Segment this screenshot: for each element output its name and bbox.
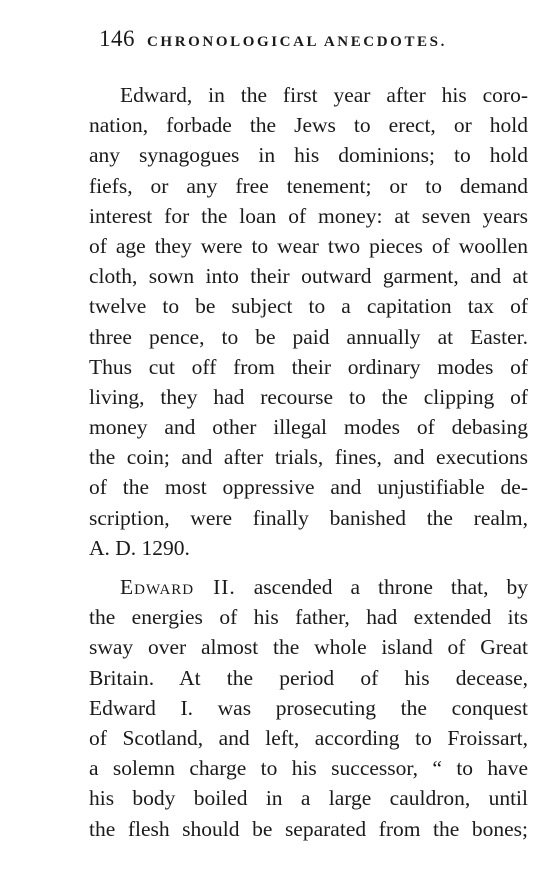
text-line: Edward, in the first year after his coro- xyxy=(120,83,528,107)
running-head-title: CHRONOLOGICAL ANECDOTES. xyxy=(147,34,447,50)
text-line: three pence, to be paid annually at Easter. xyxy=(89,324,528,349)
text-line: his body boiled in a large cauldron, until xyxy=(89,786,528,811)
text-line: of age they were to wear two pieces of woollen xyxy=(89,233,528,258)
paragraph xyxy=(89,80,528,563)
text-line: the flesh should be separated from the bones; xyxy=(89,816,528,841)
text-line: Thus cut off from their ordinary modes of xyxy=(89,354,528,379)
text-line: money and other illegal modes of debasing xyxy=(89,415,528,440)
text-line: sway over almost the whole island of Great xyxy=(89,635,528,660)
paragraph-gap xyxy=(89,563,528,572)
body-text xyxy=(89,80,528,844)
text-line xyxy=(89,572,528,602)
page-number: 146 xyxy=(99,26,135,51)
text-line: cloth, sown into their outward garment, and at xyxy=(89,264,528,289)
text-line: nation, forbade the Jews to erect, or hold xyxy=(89,113,528,138)
text-line: fiefs, or any free tenement; or to demand xyxy=(89,173,528,198)
text-line: any synagogues in his dominions; to hold xyxy=(89,143,528,168)
text-line: A. D. 1290. xyxy=(89,535,190,560)
text-line: twelve to be subject to a capitation tax of xyxy=(89,294,528,319)
paragraph xyxy=(89,572,528,844)
text-line: living, they had recourse to the clipping of xyxy=(89,384,528,409)
running-head xyxy=(99,26,539,56)
text-line: the coin; and after trials, fines, and executions xyxy=(89,445,528,470)
text-run: ascended a throne that, by xyxy=(235,575,528,599)
text-line: of Scotland, and left, according to Froissart, xyxy=(89,725,528,750)
text-line: scription, were finally banished the realm, xyxy=(89,505,528,530)
lead-small-caps: Edward II. xyxy=(120,575,236,599)
text-line: a solemn charge to his successor, “ to have xyxy=(89,756,528,781)
text-line: Britain. At the period of his decease, xyxy=(89,665,528,690)
text-line: the energies of his father, had extended its xyxy=(89,605,528,630)
text-line: of the most oppressive and unjustifiable de- xyxy=(89,475,528,500)
text-line: interest for the loan of money: at seven years xyxy=(89,203,528,228)
text-line: Edward I. was prosecuting the conquest xyxy=(89,695,528,720)
